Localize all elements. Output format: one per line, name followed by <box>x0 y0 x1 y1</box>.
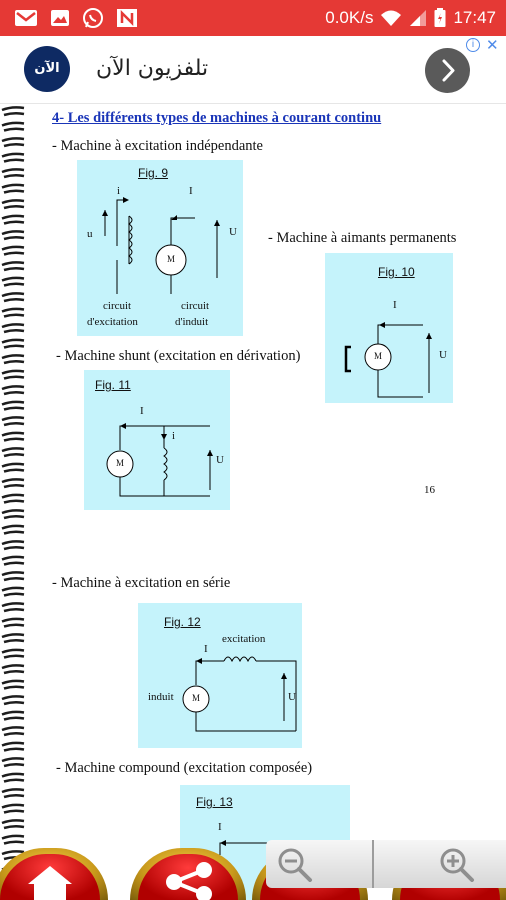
spiral-ring <box>2 479 24 487</box>
spiral-ring <box>2 309 24 317</box>
share-button-face <box>138 854 238 900</box>
spiral-ring <box>2 386 24 394</box>
ad-title[interactable]: تلفزيون الآن <box>96 56 209 81</box>
page-number: 16 <box>424 484 435 496</box>
spiral-ring <box>2 789 24 797</box>
fig9-circuit-induit-2: d'induit <box>175 316 209 328</box>
home-button-face <box>0 854 100 900</box>
fig11-motor: M <box>116 458 125 468</box>
figure-10 <box>325 253 453 403</box>
spiral-ring <box>2 634 24 642</box>
spiral-ring <box>2 774 24 782</box>
spiral-ring <box>2 231 24 239</box>
section-heading: 4- Les différents types de machines à courant continu <box>52 110 382 126</box>
fig12-label: Fig. 12 <box>164 615 201 629</box>
fig13-I: I <box>218 821 222 833</box>
whatsapp-icon <box>82 7 104 29</box>
wifi-icon <box>380 9 402 27</box>
spiral-ring <box>2 650 24 658</box>
signal-icon <box>409 9 427 27</box>
home-icon <box>0 854 100 900</box>
spiral-ring <box>2 836 24 844</box>
fig9-label: Fig. 9 <box>138 166 169 180</box>
gmail-icon <box>14 7 38 29</box>
fig10-I: I <box>393 299 397 311</box>
spiral-ring <box>2 681 24 689</box>
figure-11 <box>84 370 230 510</box>
spiral-ring <box>2 510 24 518</box>
spiral-ring <box>2 727 24 735</box>
fig11-i: i <box>172 430 176 442</box>
fig10-label: Fig. 10 <box>378 265 415 279</box>
spiral-binding <box>0 104 30 900</box>
text-independent: - Machine à excitation indépendante <box>52 138 263 154</box>
spiral-ring <box>2 743 24 751</box>
fig11-label: Fig. 11 <box>95 378 131 392</box>
figure-12 <box>138 603 302 748</box>
spiral-ring <box>2 712 24 720</box>
spiral-ring <box>2 123 24 131</box>
fig10-motor: M <box>374 351 383 361</box>
ad-next-button[interactable] <box>425 48 470 93</box>
pdf-page[interactable] <box>0 104 506 900</box>
network-speed: 0.0K/s <box>325 8 374 27</box>
zoom-divider <box>372 840 374 888</box>
zoom-controls <box>266 840 506 888</box>
spiral-ring <box>2 402 24 410</box>
text-series: - Machine à excitation en série <box>52 575 231 591</box>
fig9-circuit-induit-1: circuit <box>181 300 210 312</box>
spiral-ring <box>2 340 24 348</box>
spiral-ring <box>2 216 24 224</box>
spiral-ring <box>2 154 24 162</box>
fig9-circuit-excitation-2: d'excitation <box>87 316 138 328</box>
spiral-ring <box>2 262 24 270</box>
text-compound: - Machine compound (excitation composée) <box>56 760 313 776</box>
share-icon <box>138 854 238 900</box>
fig12-induit: induit <box>148 691 174 703</box>
spiral-ring <box>2 185 24 193</box>
ad-close-icon[interactable]: ✕ <box>486 37 499 54</box>
spiral-ring <box>2 495 24 503</box>
fig9-I: I <box>189 185 193 197</box>
spiral-ring <box>2 572 24 580</box>
ad-logo[interactable]: الآن <box>24 46 70 92</box>
fig12-I: I <box>204 643 208 655</box>
spiral-ring <box>2 805 24 813</box>
fig9-i: i <box>117 185 121 197</box>
fig12-U: U <box>288 691 296 703</box>
gallery-icon <box>50 7 70 29</box>
text-shunt: - Machine shunt (excitation en dérivation) <box>56 348 301 364</box>
fig9-diagram <box>77 160 243 336</box>
spiral-ring <box>2 293 24 301</box>
spiral-ring <box>2 665 24 673</box>
clock: 17:47 <box>453 8 496 27</box>
spiral-ring <box>2 324 24 332</box>
spiral-ring <box>2 247 24 255</box>
home-button[interactable] <box>0 848 108 900</box>
fig10-U: U <box>439 349 447 361</box>
spiral-ring <box>2 696 24 704</box>
zoom-out-icon[interactable] <box>276 846 316 882</box>
fig9-circuit-excitation-1: circuit <box>103 300 132 312</box>
spiral-ring <box>2 588 24 596</box>
spiral-ring <box>2 371 24 379</box>
n-app-icon <box>116 7 138 29</box>
fig11-U: U <box>216 454 224 466</box>
spiral-ring <box>2 557 24 565</box>
spiral-ring <box>2 433 24 441</box>
spiral-ring <box>2 619 24 627</box>
chevron-right-icon <box>425 48 470 93</box>
zoom-in-icon[interactable] <box>438 846 478 882</box>
status-bar <box>0 0 506 36</box>
spiral-ring <box>2 417 24 425</box>
fig9-motor: M <box>167 254 176 264</box>
spiral-ring <box>2 169 24 177</box>
fig13-label: Fig. 13 <box>196 795 233 809</box>
spiral-ring <box>2 464 24 472</box>
fig12-diagram <box>138 603 302 748</box>
fig11-I: I <box>140 405 144 417</box>
fig12-excitation: excitation <box>222 633 266 645</box>
fig12-motor: M <box>192 693 201 703</box>
battery-icon <box>434 8 446 28</box>
spiral-ring <box>2 138 24 146</box>
ad-banner[interactable] <box>0 36 506 104</box>
spiral-ring <box>2 758 24 766</box>
fig9-u: u <box>87 228 93 240</box>
figure-9 <box>77 160 243 336</box>
spiral-ring <box>2 541 24 549</box>
spiral-ring <box>2 107 24 115</box>
share-button[interactable] <box>130 848 246 900</box>
spiral-ring <box>2 200 24 208</box>
spiral-ring <box>2 355 24 363</box>
spiral-ring <box>2 526 24 534</box>
spiral-ring <box>2 448 24 456</box>
ad-info-icon[interactable]: i <box>466 38 480 52</box>
spiral-ring <box>2 820 24 828</box>
spiral-ring <box>2 603 24 611</box>
text-permanent: - Machine à aimants permanents <box>268 230 457 246</box>
fig9-U: U <box>229 226 237 238</box>
spiral-ring <box>2 278 24 286</box>
